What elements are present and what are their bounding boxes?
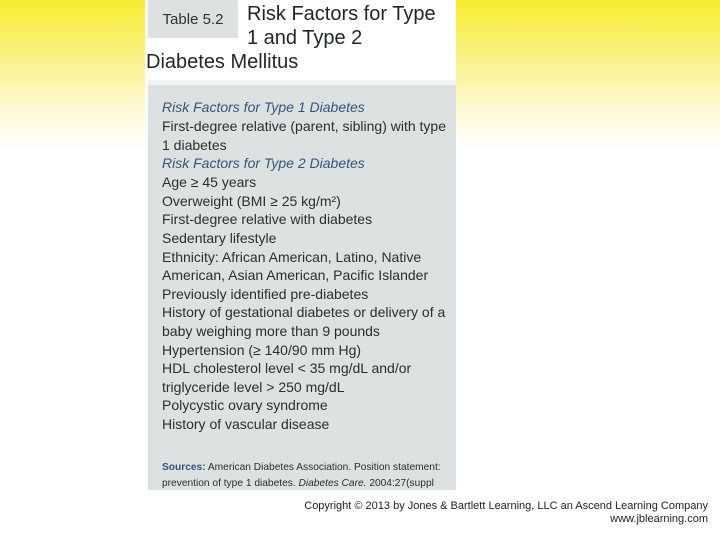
risk-factor-list <box>162 98 452 434</box>
table-panel <box>145 0 456 490</box>
publisher-website: www.jblearning.com <box>610 513 708 525</box>
table-title-line2: Diabetes Mellitus <box>146 51 299 73</box>
list-item: HDL cholesterol level < 35 mg/dL and/or triglyceride level > 250 mg/dL <box>162 360 412 395</box>
section-heading-type1: Risk Factors for Type 1 Diabetes <box>162 99 365 115</box>
list-item: Hypertension (≥ 140/90 mm Hg) <box>162 341 362 358</box>
list-item: Polycystic ovary syndrome <box>162 397 328 414</box>
list-item: Age ≥ 45 years <box>162 174 257 191</box>
copyright-footer <box>304 500 708 526</box>
section-heading-type2: Risk Factors for Type 2 Diabetes <box>162 155 365 172</box>
sources-text: American Diabetes Association. Position statement: prevention of type 1 diabetes. <box>162 462 441 489</box>
table-title-line1: Risk Factors for Type 1 and Type 2 <box>247 3 436 49</box>
list-item: First-degree relative with diabetes <box>162 211 373 228</box>
table-number-tag: Table 5.2 <box>148 0 238 38</box>
list-item: History of gestational diabetes or delivery of a baby weighing more than 9 pounds <box>162 304 446 339</box>
list-item: Sedentary lifestyle <box>162 229 277 246</box>
sources-label: Sources: <box>162 462 206 473</box>
list-item: Ethnicity: African American, Latino, Native American, Asian American, Pacific Islander <box>162 248 429 284</box>
list-item: History of vascular disease <box>162 415 330 432</box>
table-body <box>148 80 456 490</box>
sources-note <box>162 460 452 492</box>
sources-citation: 2004:27(suppl <box>369 478 434 489</box>
copyright-text: Copyright © 2013 by Jones & Bartlett Learning, LLC an Ascend Learning Company <box>304 500 708 512</box>
list-item: First-degree relative (parent, sibling) with type 1 diabetes <box>162 118 447 153</box>
list-item: Overweight (BMI ≥ 25 kg/m²) <box>162 192 341 209</box>
sources-journal: Diabetes Care. <box>298 478 367 489</box>
list-item: Previously identified pre-diabetes <box>162 285 369 302</box>
